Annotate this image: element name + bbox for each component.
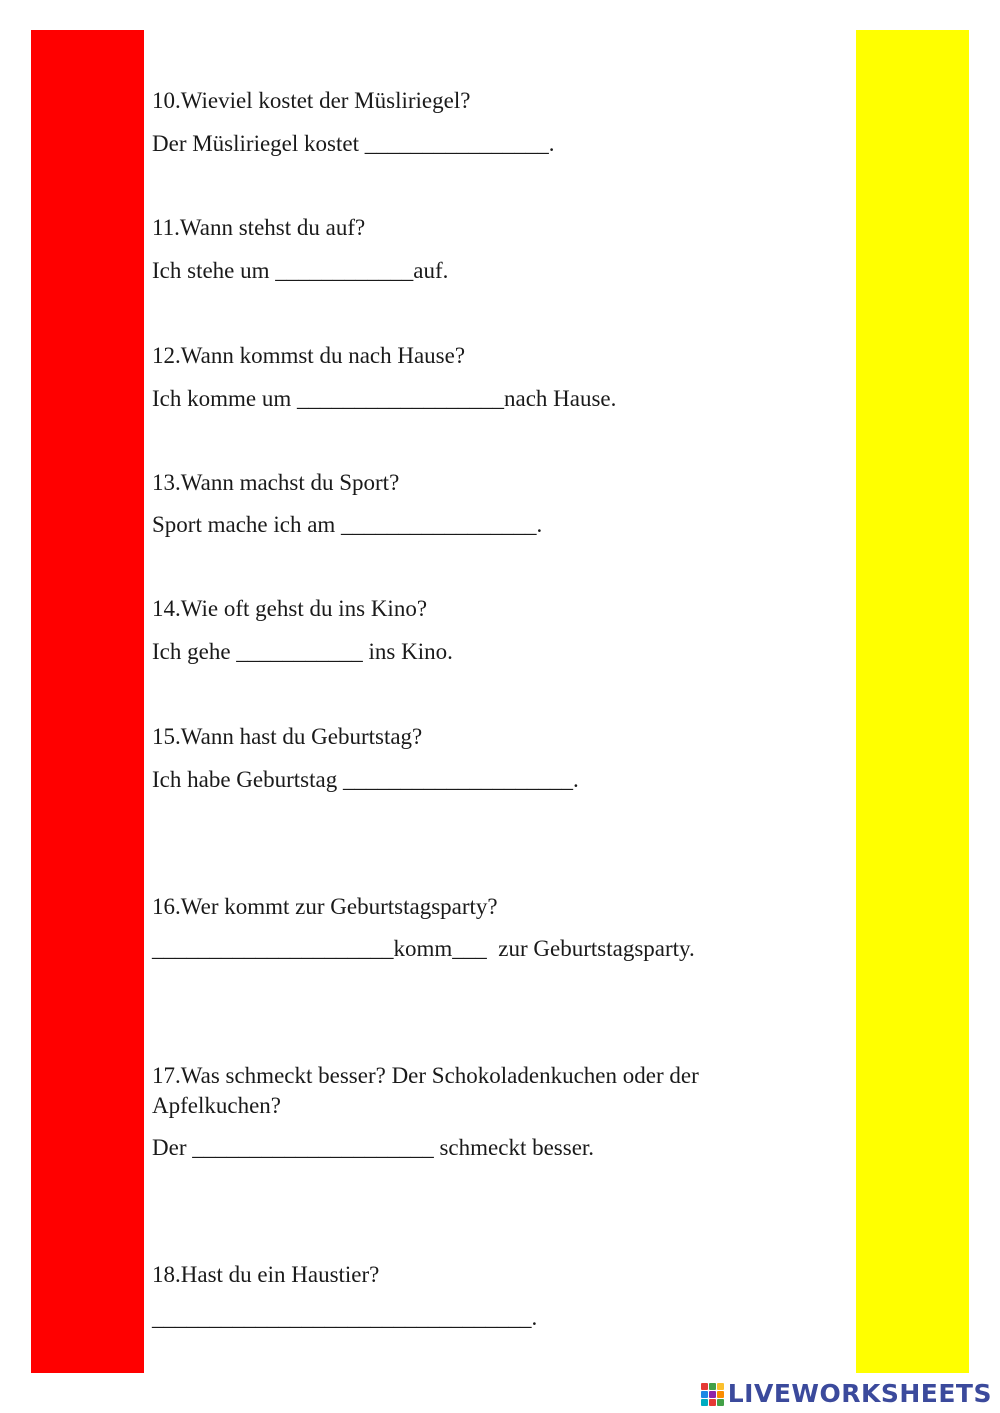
question-17: 17.Was schmeckt besser? Der Schokoladenkuchen oder der Apfelkuchen?	[152, 1063, 699, 1118]
answer-13[interactable]: Sport mache ich am _________________.	[152, 512, 543, 537]
answer-17[interactable]: Der _____________________ schmeckt besser.	[152, 1135, 595, 1160]
question-14: 14.Wie oft gehst du ins Kino?	[152, 596, 428, 621]
right-yellow-stripe	[856, 30, 969, 1373]
answer-16[interactable]: _____________________komm___ zur Geburtstagsparty.	[152, 936, 695, 961]
question-12: 12.Wann kommst du nach Hause?	[152, 343, 466, 368]
answer-12[interactable]: Ich komme um __________________nach Hause.	[152, 386, 617, 411]
question-16: 16.Wer kommt zur Geburtstagsparty?	[152, 894, 498, 919]
answer-11[interactable]: Ich stehe um ____________auf.	[152, 258, 449, 283]
question-18: 18.Hast du ein Haustier?	[152, 1262, 380, 1287]
question-13: 13.Wann machst du Sport?	[152, 470, 400, 495]
answer-10[interactable]: Der Müsliriegel kostet ________________.	[152, 131, 555, 156]
answer-14[interactable]: Ich gehe ___________ ins Kino.	[152, 639, 453, 664]
liveworksheets-grid-icon	[701, 1383, 724, 1406]
question-11: 11.Wann stehst du auf?	[152, 215, 366, 240]
answer-15[interactable]: Ich habe Geburtstag ____________________.	[152, 767, 579, 792]
liveworksheets-logo[interactable]	[701, 1381, 992, 1407]
left-red-stripe	[31, 30, 144, 1373]
question-15: 15.Wann hast du Geburtstag?	[152, 724, 423, 749]
question-10: 10.Wieviel kostet der Müsliriegel?	[152, 88, 471, 113]
logo-text: LIVEWORKSHEETS	[727, 1379, 992, 1408]
answer-18[interactable]: _________________________________.	[152, 1305, 538, 1330]
